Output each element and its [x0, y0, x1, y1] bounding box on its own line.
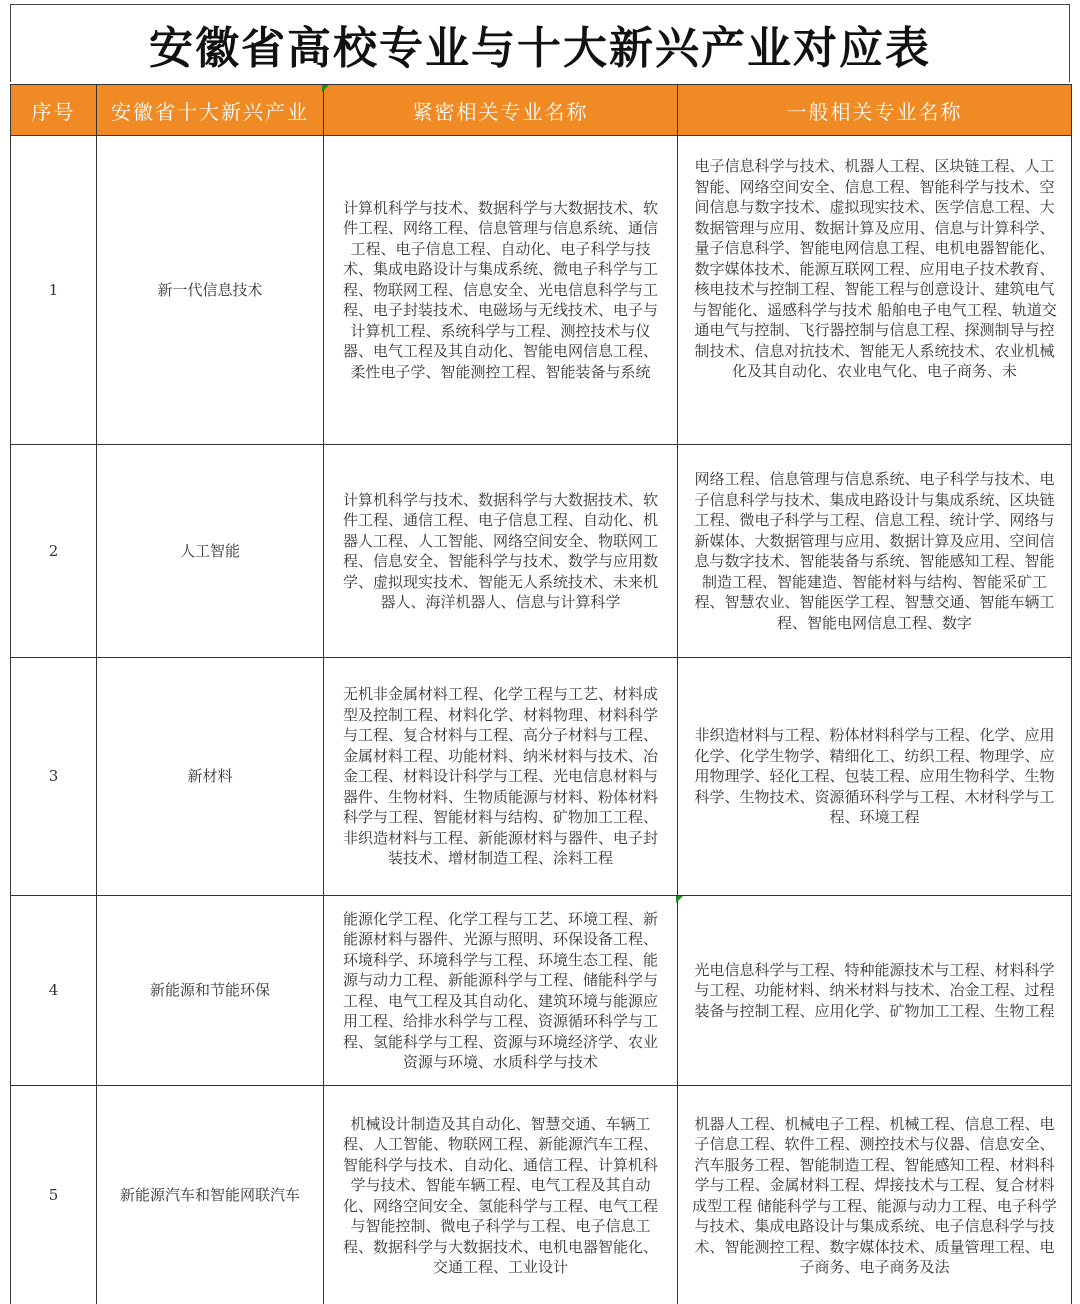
row-index: 4	[11, 896, 97, 1086]
row-general-majors: 电子信息科学与技术、机器人工程、区块链工程、人工智能、网络空间安全、信息工程、智能科学与技术、空间信息与数字技术、虚拟现实技术、医学信息工程、大数据管理与应用、数据计算及应用、信息与计算科学、量子信息科学、智能电网信息工程、电机电器智能化、数字媒体技术、能源互联网工程、应用电子技术教育、核电技术与控制工程、智能工程与创意设计、建筑电气与智能化、遥感科学与技术 船舶电子电气工程、轨道交通电气与控制、飞行器控制与信息工程、探测制导与控制技术、信息对抗技术、智能无人系统技术、农业机械化及其自动化、农业电气化、电子商务、未	[678, 136, 1072, 445]
row-close-majors: 机械设计制造及其自动化、智慧交通、车辆工程、人工智能、物联网工程、新能源汽车工程、智能科学与技术、自动化、通信工程、计算机科学与技术、智能车辆工程、电气工程及其自动化、网络空间安全、氢能科学与工程、电气工程与智能控制、微电子科学与工程、电子信息工程、数据科学与大数据技术、电机电器智能化、交通工程、工业设计	[324, 1086, 678, 1304]
table-row	[11, 1086, 1072, 1304]
correspondence-table	[10, 84, 1072, 1304]
page-title: 安徽省高校专业与十大新兴产业对应表	[10, 4, 1070, 82]
row-industry: 新一代信息技术	[97, 136, 324, 445]
row-index: 1	[11, 136, 97, 445]
table-row	[11, 136, 1072, 445]
table-row	[11, 445, 1072, 658]
header-row	[11, 85, 1072, 136]
row-close-majors: 能源化学工程、化学工程与工艺、环境工程、新能源材料与器件、光源与照明、环保设备工程、环境科学、环境科学与工程、环境生态工程、能源与动力工程、新能源科学与工程、储能科学与工程、电气工程及其自动化、建筑环境与能源应用工程、给排水科学与工程、资源循环科学与工程、氢能科学与工程、资源与环境经济学、农业资源与环境、水质科学与技术	[324, 896, 678, 1086]
row-close-majors: 计算机科学与技术、数据科学与大数据技术、软件工程、网络工程、信息管理与信息系统、通信工程、电子信息工程、自动化、电子科学与技术、集成电路设计与集成系统、微电子科学与工程、物联网工程、信息安全、光电信息科学与工程、电子封装技术、电磁场与无线技术、电子与计算机工程、系统科学与工程、测控技术与仪器、电气工程及其自动化、智能电网信息工程、柔性电子学、智能测控工程、智能装备与系统	[324, 136, 678, 445]
table-row	[11, 896, 1072, 1086]
row-industry: 新能源汽车和智能网联汽车	[97, 1086, 324, 1304]
row-close-majors: 计算机科学与技术、数据科学与大数据技术、软件工程、通信工程、电子信息工程、自动化、机器人工程、人工智能、网络空间安全、物联网工程、信息安全、智能科学与技术、数学与应用数学、虚拟现实技术、智能无人系统技术、未来机器人、海洋机器人、信息与计算科学	[324, 445, 678, 658]
row-industry: 人工智能	[97, 445, 324, 658]
table-row	[11, 658, 1072, 896]
header-industry: 安徽省十大新兴产业	[97, 85, 324, 136]
row-industry: 新材料	[97, 658, 324, 896]
row-index: 3	[11, 658, 97, 896]
row-index: 5	[11, 1086, 97, 1304]
comment-marker-icon	[676, 896, 683, 903]
header-index: 序号	[11, 85, 97, 136]
row-general-majors: 光电信息科学与工程、特种能源技术与工程、材料科学与工程、功能材料、纳米材料与技术、冶金工程、过程装备与控制工程、应用化学、矿物加工工程、生物工程	[678, 896, 1072, 1086]
row-index: 2	[11, 445, 97, 658]
comment-marker-icon	[322, 85, 329, 92]
row-general-majors: 机器人工程、机械电子工程、机械工程、信息工程、电子信息工程、软件工程、测控技术与仪器、信息安全、汽车服务工程、智能制造工程、智能感知工程、材料科学与工程、金属材料工程、焊接技术与工程、复合材料成型工程 储能科学与工程、能源与动力工程、电子科学与技术、集成电路设计与集成系统、电子信息科学与技术、智能测控工程、数字媒体技术、质量管理工程、电子商务、电子商务及法	[678, 1086, 1072, 1304]
header-close-majors: 紧密相关专业名称	[324, 85, 678, 136]
row-industry: 新能源和节能环保	[97, 896, 324, 1086]
header-general-majors: 一般相关专业名称	[678, 85, 1072, 136]
row-general-majors: 网络工程、信息管理与信息系统、电子科学与技术、电子信息科学与技术、集成电路设计与集成系统、区块链工程、微电子科学与工程、信息工程、统计学、网络与新媒体、大数据管理与应用、数据计算及应用、空间信息与数字技术、智能装备与系统、智能感知工程、智能制造工程、智能建造、智能材料与结构、智能采矿工程、智慧农业、智能医学工程、智慧交通、智能车辆工程、智能电网信息工程、数字	[678, 445, 1072, 658]
row-general-majors: 非织造材料与工程、粉体材料科学与工程、化学、应用化学、化学生物学、精细化工、纺织工程、物理学、应用物理学、轻化工程、包装工程、应用生物科学、生物科学、生物技术、资源循环科学与工程、木材科学与工程、环境工程	[678, 658, 1072, 896]
row-close-majors: 无机非金属材料工程、化学工程与工艺、材料成型及控制工程、材料化学、材料物理、材料科学与工程、复合材料与工程、高分子材料与工程、金属材料工程、功能材料、纳米材料与技术、冶金工程、材料设计科学与工程、光电信息材料与器件、生物材料、生物质能源与材料、粉体材料科学与工程、智能材料与结构、矿物加工工程、非织造材料与工程、新能源材料与器件、电子封装技术、增材制造工程、涂料工程	[324, 658, 678, 896]
